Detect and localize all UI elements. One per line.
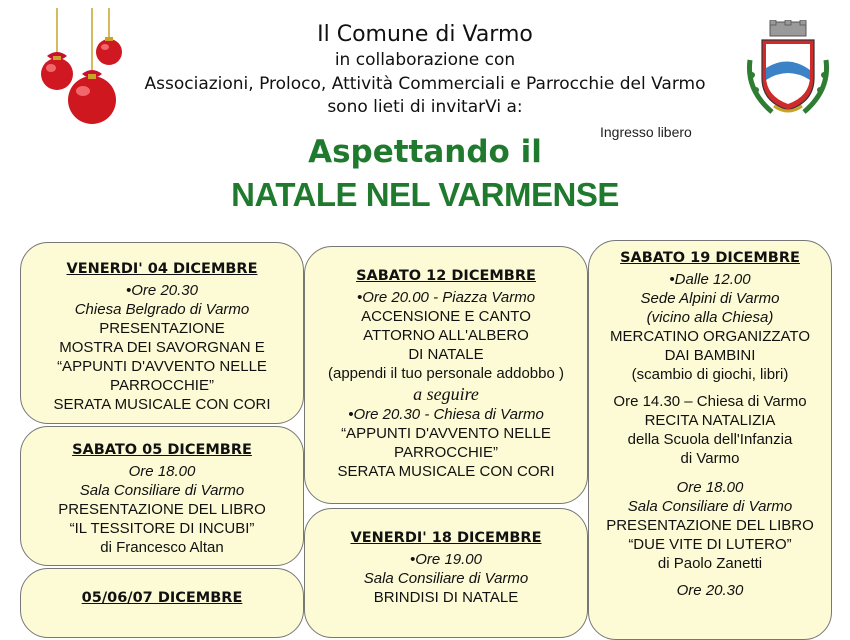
event-line: MOSTRA DEI SAVORGNAN E [59,339,265,356]
event-a-seguire: a seguire [413,384,479,404]
event-line: RECITA NATALIZIA [644,412,776,429]
event-time: •Dalle 12.00 [669,271,751,288]
header-invito: sono lieti di invitarVi a: [327,97,523,117]
event-line: PARROCCHIE” [394,444,498,461]
event-place-note: (vicino alla Chiesa) [646,309,774,326]
event-time: Ore 18.00 [128,463,196,480]
event-line: (scambio di giochi, libri) [631,366,789,383]
event-date: 05/06/07 DICEMBRE [81,590,243,606]
event-line: Ore 14.30 – Chiesa di Varmo [613,393,807,410]
event-place: Sede Alpini di Varmo [640,290,780,307]
event-line: di Francesco Altan [100,539,224,556]
event-line: PRESENTAZIONE [99,320,225,337]
event-line: “APPUNTI D'AVVENTO NELLE [57,358,267,375]
event-card-05-07-dicembre [20,568,304,638]
header-comune: Il Comune di Varmo [317,22,533,47]
event-time-2: •Ore 20.30 - Chiesa di Varmo [348,406,544,423]
event-card-04-dicembre [20,242,304,424]
event-line: ACCENSIONE E CANTO [361,308,531,325]
event-line: PRESENTAZIONE DEL LIBRO [606,517,814,534]
event-card-19-dicembre [588,240,832,640]
event-line: di Paolo Zanetti [657,555,763,572]
event-card-12-dicembre [304,246,588,504]
event-time: •Ore 20.00 - Piazza Varmo [356,289,536,306]
header-collaborazione: in collaborazione con [334,50,516,70]
event-time-2: Ore 18.00 [676,479,744,496]
event-line: “APPUNTI D'AVVENTO NELLE [341,425,551,442]
event-line: MERCATINO ORGANIZZATO [609,328,810,345]
event-line: della Scuola dell'Infanzia [627,431,793,448]
event-card-05-dicembre [20,426,304,566]
event-place: Sala Consiliare di Varmo [79,482,245,499]
event-date: SABATO 19 DICEMBRE [620,250,800,266]
event-line: PRESENTAZIONE DEL LIBRO [58,501,266,518]
event-line: BRINDISI DI NATALE [373,589,519,606]
event-time: •Ore 19.00 [410,551,482,568]
event-line: SERATA MUSICALE CON CORI [53,396,271,413]
event-line: SERATA MUSICALE CON CORI [337,463,555,480]
event-line: “IL TESSITORE DI INCUBI” [69,520,255,537]
event-line: (appendi il tuo personale addobbo ) [327,365,564,382]
event-card-18-dicembre [304,508,588,638]
event-line: “DUE VITE DI LUTERO” [628,536,792,553]
event-line: PARROCCHIE” [110,377,214,394]
event-place: Chiesa Belgrado di Varmo [74,301,250,318]
header-associazioni: Associazioni, Proloco, Attività Commerciali e Parrocchie del Varmo [144,74,706,94]
event-date: VENERDI' 18 DICEMBRE [350,530,542,546]
event-line: DAI BAMBINI [664,347,756,364]
event-title-line2: NATALE NEL VARMENSE [231,176,619,213]
event-line: di Varmo [680,450,740,467]
event-line: DI NATALE [408,346,484,363]
ingresso-libero: Ingresso libero [600,124,692,140]
event-time-3: Ore 20.30 [676,582,744,599]
event-line: ATTORNO ALL'ALBERO [363,327,529,344]
event-place: Sala Consiliare di Varmo [363,570,529,587]
event-date: VENERDI' 04 DICEMBRE [66,261,258,277]
event-date: SABATO 05 DICEMBRE [72,442,252,458]
event-place-2: Sala Consiliare di Varmo [627,498,793,515]
event-title-line1: Aspettando il [308,134,542,170]
event-date: SABATO 12 DICEMBRE [356,268,536,284]
event-time: •Ore 20.30 [126,282,198,299]
